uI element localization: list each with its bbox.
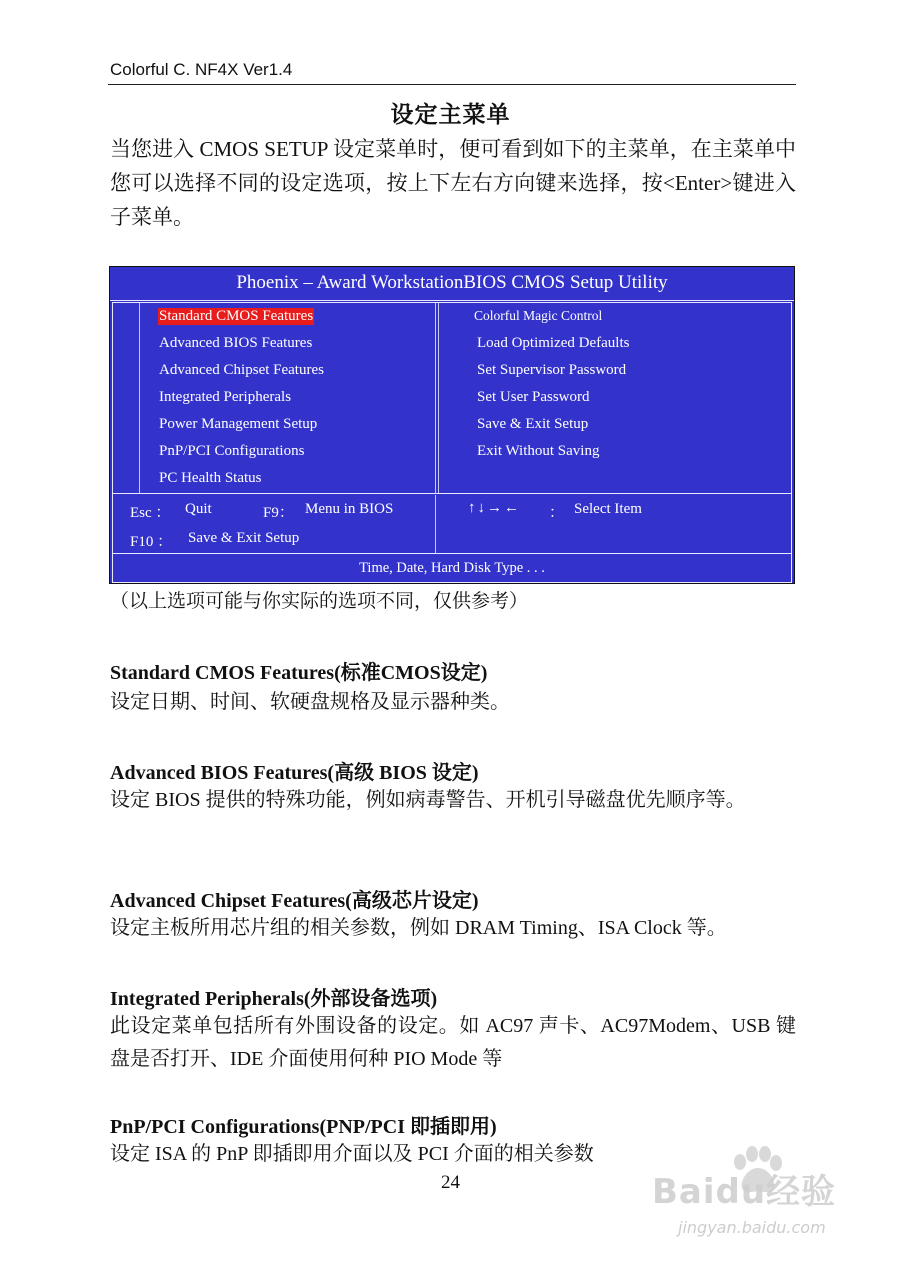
- esc-key-action: Quit: [185, 501, 212, 517]
- section-body-advanced-chipset: 设定主板所用芯片组的相关参数，例如 DRAM Timing、ISA Clock 等。: [110, 917, 727, 939]
- menu-power-management-setup[interactable]: Power Management Setup: [159, 416, 318, 432]
- f9-key-action: Menu in BIOS: [305, 501, 394, 517]
- f9-key-label: F9：: [263, 505, 294, 521]
- menu-pc-health-status[interactable]: PC Health Status: [159, 470, 262, 486]
- bios-setup-screen: [109, 266, 795, 584]
- figure-note: （以上选项可能与你实际的选项不同，仅供参考）: [110, 590, 529, 612]
- esc-key-label: Esc ：: [130, 505, 171, 521]
- arrow-keys-separator: ：: [549, 505, 565, 521]
- menu-integrated-peripherals[interactable]: Integrated Peripherals: [159, 389, 292, 405]
- section-body-advanced-bios: 设定 BIOS 提供的特殊功能，例如病毒警告、开机引导磁盘优先顺序等。: [110, 789, 746, 811]
- arrow-keys-action: Select Item: [574, 501, 642, 517]
- intro-paragraph: 当您进入 CMOS SETUP 设定菜单时，便可看到如下的主菜单，在主菜单中您可以选择不同的设定选项，按上下左右方向键来选择，按<Enter>键进入子菜单。: [110, 137, 796, 229]
- page-title: 设定主菜单: [390, 102, 511, 128]
- arrow-keys-icon: ↑↓→←: [468, 500, 521, 516]
- menu-advanced-chipset-features[interactable]: Advanced Chipset Features: [159, 362, 324, 378]
- menu-set-user-password[interactable]: Set User Password: [477, 389, 590, 405]
- f10-key-label: F10 ：: [130, 534, 173, 550]
- center-rule-b: [438, 303, 439, 493]
- center-rule-a: [435, 303, 436, 493]
- section-heading-standard-cmos: Standard CMOS Features(标准CMOS设定): [110, 662, 488, 684]
- baidu-watermark: [640, 1146, 850, 1256]
- section-body-integrated-peripherals: 此设定菜单包括所有外围设备的设定。如 AC97 声卡、AC97Modem、USB 键盘是否打开、IDE 介面使用何种 PIO Mode 等: [110, 1015, 796, 1070]
- keys-center-rule: [435, 495, 436, 553]
- left-margin-rule: [139, 303, 140, 493]
- section-heading-pnp-pci: PnP/PCI Configurations(PNP/PCI 即插即用): [110, 1116, 497, 1138]
- keys-status-divider: [113, 553, 791, 554]
- menu-exit-without-saving[interactable]: Exit Without Saving: [477, 443, 600, 459]
- f10-key-action: Save & Exit Setup: [188, 530, 300, 546]
- menu-save-exit-setup[interactable]: Save & Exit Setup: [477, 416, 589, 432]
- section-body-pnp-pci: 设定 ISA 的 PnP 即插即用介面以及 PCI 介面的相关参数: [110, 1143, 594, 1165]
- page-number: 24: [441, 1172, 460, 1193]
- menu-keys-divider: [113, 493, 791, 494]
- section-heading-integrated-peripherals: Integrated Peripherals(外部设备选项): [110, 988, 438, 1010]
- menu-load-optimized-defaults[interactable]: Load Optimized Defaults: [477, 335, 630, 351]
- bios-title-bar: Phoenix – Award WorkstationBIOS CMOS Setup Utility: [110, 267, 794, 301]
- menu-standard-cmos-features[interactable]: Standard CMOS Features: [159, 308, 314, 324]
- document-header: Colorful C. NF4X Ver1.4: [110, 60, 293, 79]
- menu-set-supervisor-password[interactable]: Set Supervisor Password: [477, 362, 627, 378]
- menu-advanced-bios-features[interactable]: Advanced BIOS Features: [159, 335, 313, 351]
- watermark-logo: Baidu经验: [652, 1172, 837, 1212]
- section-body-standard-cmos: 设定日期、时间、软硬盘规格及显示器种类。: [110, 691, 510, 713]
- section-heading-advanced-bios: Advanced BIOS Features(高级 BIOS 设定): [110, 762, 479, 784]
- section-heading-advanced-chipset: Advanced Chipset Features(高级芯片设定): [110, 890, 479, 912]
- bios-status-line: Time, Date, Hard Disk Type . . .: [359, 560, 545, 576]
- bios-menu-panel: [112, 302, 792, 583]
- watermark-url: jingyan.baidu.com: [678, 1218, 826, 1237]
- menu-colorful-magic-control[interactable]: Colorful Magic Control: [474, 308, 603, 323]
- header-rule: [108, 84, 796, 85]
- menu-pnp-pci-configurations[interactable]: PnP/PCI Configurations: [159, 443, 305, 459]
